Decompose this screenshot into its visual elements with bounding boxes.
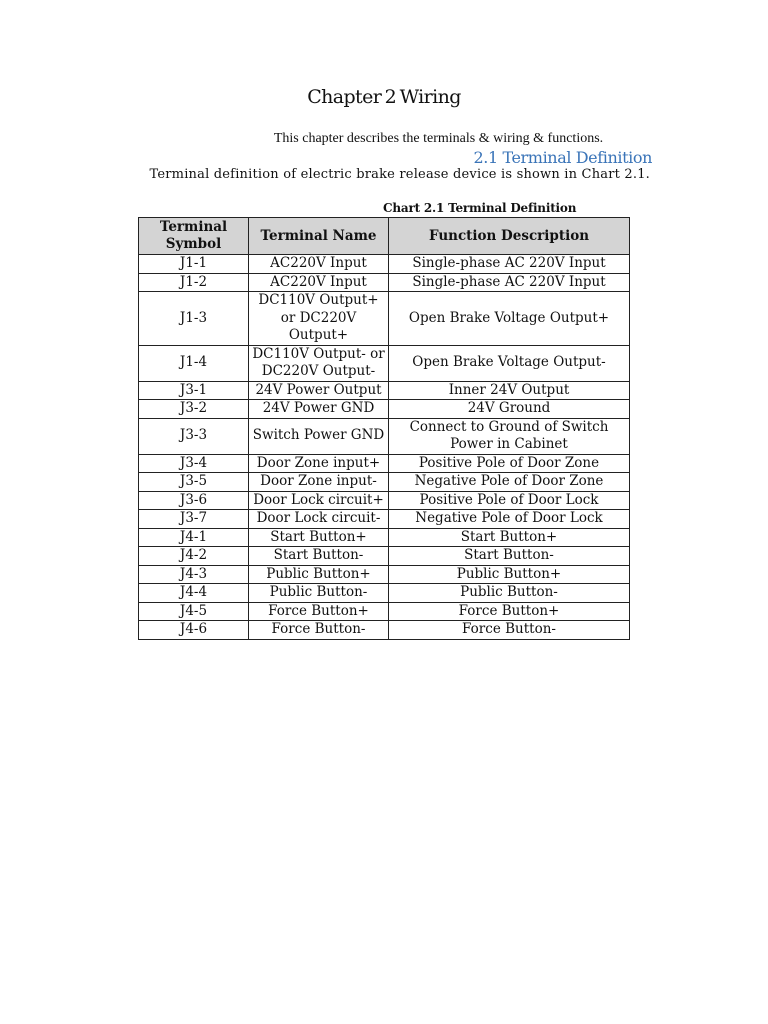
section-heading: 2.1 Terminal Definition <box>473 148 652 167</box>
function-description-cell: 24V Ground <box>389 400 630 419</box>
table-row <box>139 381 630 400</box>
function-description-cell: Public Button- <box>389 584 630 603</box>
function-description-cell: Positive Pole of Door Lock <box>389 491 630 510</box>
terminal-name-cell: AC220V Input <box>249 273 389 292</box>
terminal-definition-table <box>138 217 630 640</box>
terminal-symbol-cell: J3-1 <box>139 381 249 400</box>
terminal-symbol-cell: J3-3 <box>139 418 249 454</box>
terminal-name-cell: 24V Power GND <box>249 400 389 419</box>
table-caption: Chart 2.1 Terminal Definition <box>383 201 577 215</box>
body-paragraph: Terminal definition of electric brake release device is shown in Chart 2.1. <box>149 167 650 182</box>
table-header-row <box>139 218 630 255</box>
table-row <box>139 565 630 584</box>
terminal-name-cell: Door Zone input- <box>249 473 389 492</box>
table-row <box>139 292 630 346</box>
terminal-name-cell: DC110V Output- or DC220V Output- <box>249 345 389 381</box>
terminal-name-cell: Door Lock circuit+ <box>249 491 389 510</box>
function-description-cell: Single-phase AC 220V Input <box>389 273 630 292</box>
terminal-name-cell: AC220V Input <box>249 255 389 274</box>
terminal-name-cell: Public Button+ <box>249 565 389 584</box>
chapter-title: Chapter 2 Wiring <box>307 86 461 108</box>
terminal-symbol-cell: J4-3 <box>139 565 249 584</box>
function-description-cell: Inner 24V Output <box>389 381 630 400</box>
function-description-cell: Force Button+ <box>389 602 630 621</box>
function-description-cell: Open Brake Voltage Output- <box>389 345 630 381</box>
terminal-name-cell: Door Zone input+ <box>249 454 389 473</box>
terminal-name-cell: 24V Power Output <box>249 381 389 400</box>
table-row <box>139 584 630 603</box>
terminal-name-cell: Public Button- <box>249 584 389 603</box>
terminal-name-cell: Start Button+ <box>249 528 389 547</box>
function-description-cell: Open Brake Voltage Output+ <box>389 292 630 346</box>
terminal-name-cell: Force Button- <box>249 621 389 640</box>
terminal-symbol-cell: J3-5 <box>139 473 249 492</box>
terminal-symbol-cell: J3-7 <box>139 510 249 529</box>
function-description-cell: Force Button- <box>389 621 630 640</box>
table-row <box>139 400 630 419</box>
table-row <box>139 418 630 454</box>
function-description-cell: Start Button- <box>389 547 630 566</box>
table-row <box>139 602 630 621</box>
terminal-symbol-cell: J4-4 <box>139 584 249 603</box>
terminal-symbol-cell: J3-6 <box>139 491 249 510</box>
function-description-cell: Public Button+ <box>389 565 630 584</box>
terminal-symbol-cell: J4-2 <box>139 547 249 566</box>
table-row <box>139 345 630 381</box>
table-row <box>139 454 630 473</box>
terminal-symbol-cell: J4-6 <box>139 621 249 640</box>
header-terminal-symbol: Terminal Symbol <box>139 218 249 255</box>
terminal-symbol-cell: J1-2 <box>139 273 249 292</box>
table-row <box>139 273 630 292</box>
terminal-name-cell: Force Button+ <box>249 602 389 621</box>
terminal-name-cell: Start Button- <box>249 547 389 566</box>
function-description-cell: Single-phase AC 220V Input <box>389 255 630 274</box>
table-row <box>139 473 630 492</box>
table-row <box>139 510 630 529</box>
terminal-symbol-cell: J3-2 <box>139 400 249 419</box>
table-row <box>139 491 630 510</box>
table-row <box>139 547 630 566</box>
terminal-symbol-cell: J1-4 <box>139 345 249 381</box>
function-description-cell: Positive Pole of Door Zone <box>389 454 630 473</box>
header-function-description: Function Description <box>389 218 630 255</box>
function-description-cell: Negative Pole of Door Zone <box>389 473 630 492</box>
table-row <box>139 255 630 274</box>
terminal-symbol-cell: J4-5 <box>139 602 249 621</box>
table-row <box>139 621 630 640</box>
function-description-cell: Connect to Ground of Switch Power in Cabinet <box>389 418 630 454</box>
terminal-name-cell: Switch Power GND <box>249 418 389 454</box>
function-description-cell: Negative Pole of Door Lock <box>389 510 630 529</box>
header-terminal-name: Terminal Name <box>249 218 389 255</box>
function-description-cell: Start Button+ <box>389 528 630 547</box>
chapter-intro: This chapter describes the terminals & wiring & functions. <box>273 131 604 146</box>
table-row <box>139 528 630 547</box>
terminal-name-cell: DC110V Output+ or DC220V Output+ <box>249 292 389 346</box>
terminal-symbol-cell: J3-4 <box>139 454 249 473</box>
terminal-symbol-cell: J1-3 <box>139 292 249 346</box>
terminal-name-cell: Door Lock circuit- <box>249 510 389 529</box>
terminal-symbol-cell: J4-1 <box>139 528 249 547</box>
terminal-symbol-cell: J1-1 <box>139 255 249 274</box>
